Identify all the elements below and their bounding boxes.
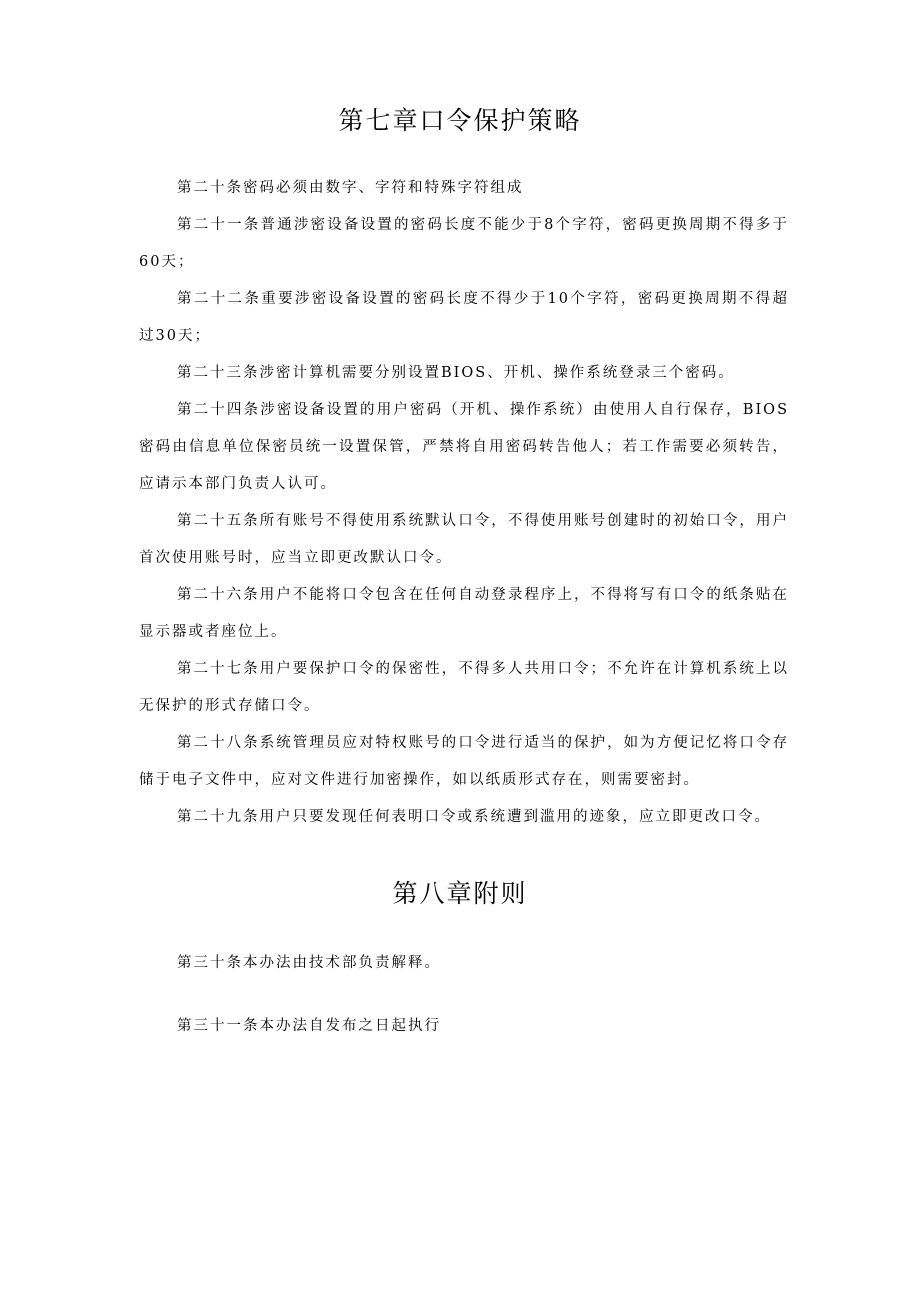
article-21: 第二十一条普通涉密设备设置的密码长度不能少于8个字符，密码更换周期不得多于60天； <box>139 217 789 270</box>
article-22: 第二十二条重要涉密设备设置的密码长度不得少于10个字符，密码更换周期不得超过30天； <box>139 291 789 344</box>
article-20: 第二十条密码必须由数字、字符和特殊字符组成 <box>177 180 524 196</box>
article-25: 第二十五条所有账号不得使用系统默认口令，不得使用账号创建时的初始口令，用户首次使用账号时，应当立即更改默认口令。 <box>139 513 789 566</box>
article-27: 第二十七条用户要保护口令的保密性，不得多人共用口令；不允许在计算机系统上以无保护的形式存储口令。 <box>139 661 789 714</box>
article-29: 第二十九条用户只要发现任何表明口令或系统遭到滥用的迹象，应立即更改口令。 <box>177 809 771 825</box>
article-30: 第三十条本办法由技术部负责解释。 <box>177 955 441 971</box>
article-23: 第二十三条涉密计算机需要分别设置BIOS、开机、操作系统登录三个密码。 <box>177 365 735 381</box>
chapter-7-title: 第七章口令保护策略 <box>338 106 582 135</box>
article-24: 第二十四条涉密设备设置的用户密码（开机、操作系统）由使用人自行保存，BIOS密码由信息单位保密员统一设置保管，严禁将自用密码转告他人；若工作需要必须转告，应请示本部门负责人认可。 <box>139 402 789 492</box>
article-31: 第三十一条本办法自发布之日起执行 <box>177 1018 441 1034</box>
chapter-8-title: 第八章附则 <box>392 879 528 908</box>
article-28: 第二十八条系统管理员应对特权账号的口令进行适当的保护，如为方便记忆将口令存储于电子文件中，应对文件进行加密操作，如以纸质形式存在，则需要密封。 <box>139 735 789 788</box>
article-26: 第二十六条用户不能将口令包含在任何自动登录程序上，不得将写有口令的纸条贴在显示器或者座位上。 <box>139 587 789 640</box>
